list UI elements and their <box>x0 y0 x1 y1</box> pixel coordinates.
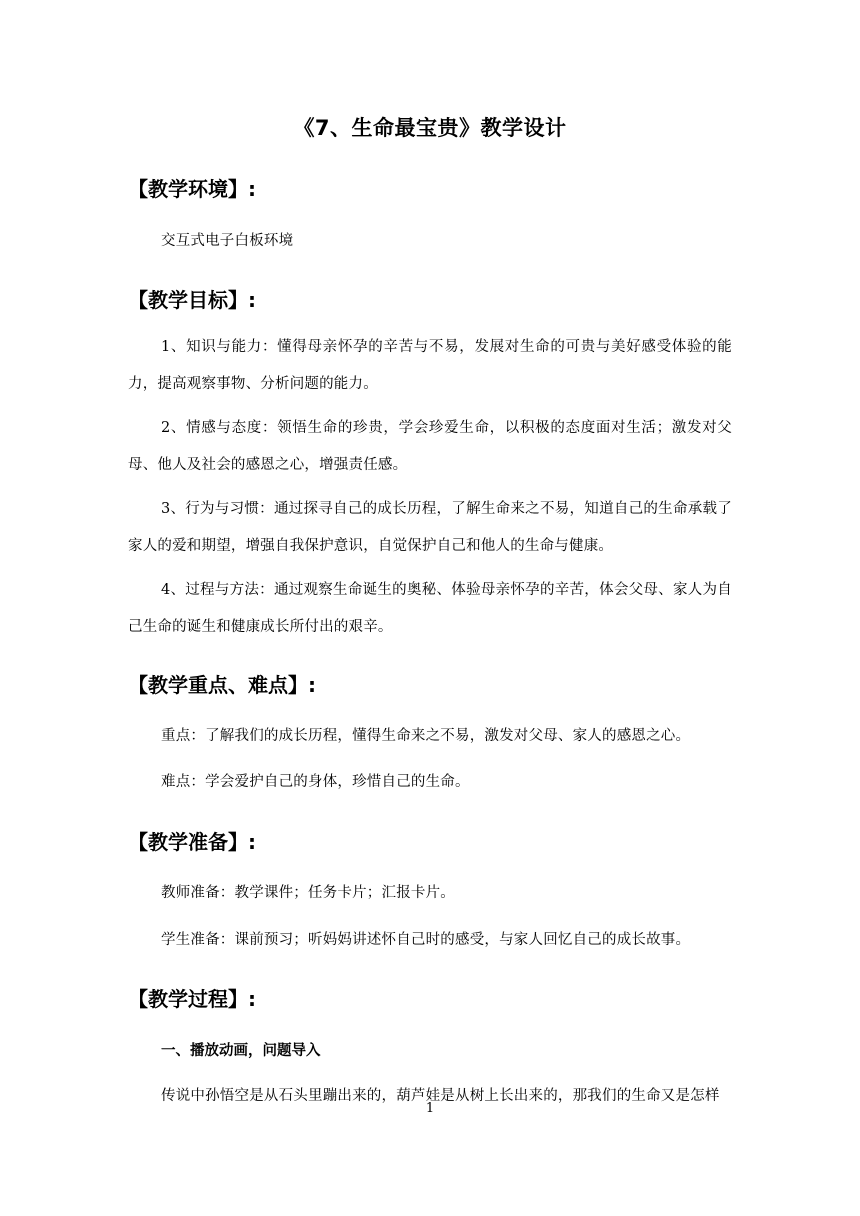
process-step-1-title: 一、播放动画，问题导入 <box>161 1043 321 1059</box>
difficult-point-text: 难点：学会爱护自己的身体，珍惜自己的生命。 <box>161 774 470 790</box>
page-number: 1 <box>425 1101 435 1116</box>
goal-item-4: 4、过程与方法：通过观察生命诞生的奥秘、体验母亲怀孕的辛苦，体会父母、家人为自己生命的诞生和健康成长所付出的艰辛。 <box>128 582 732 635</box>
environment-text: 交互式电子白板环境 <box>161 233 294 249</box>
goal-item-1: 1、知识与能力：懂得母亲怀孕的辛苦与不易，发展对生命的可贵与美好感受体验的能力，提高观察事物、分析问题的能力。 <box>128 339 732 392</box>
key-point-text: 重点：了解我们的成长历程，懂得生命来之不易，激发对父母、家人的感恩之心。 <box>161 728 691 744</box>
process-step-1-text: 传说中孙悟空是从石头里蹦出来的，葫芦娃是从树上长出来的，那我们的生命又是怎样 <box>161 1088 720 1104</box>
heading-environment: 【教学环境】: <box>128 177 256 201</box>
heading-preparation: 【教学准备】: <box>128 830 256 854</box>
document-title: 《7、生命最宝贵》教学设计 <box>293 116 567 140</box>
teacher-preparation-text: 教师准备：教学课件；任务卡片；汇报卡片。 <box>161 885 455 901</box>
heading-key-points: 【教学重点、难点】: <box>128 673 316 697</box>
student-preparation-text: 学生准备：课前预习；听妈妈讲述怀自己时的感受，与家人回忆自己的成长故事。 <box>161 932 691 948</box>
heading-goals: 【教学目标】: <box>128 288 256 312</box>
heading-process: 【教学过程】: <box>128 987 256 1011</box>
goal-item-3: 3、行为与习惯：通过探寻自己的成长历程，了解生命来之不易，知道自己的生命承载了家人的爱和期望，增强自我保护意识，自觉保护自己和他人的生命与健康。 <box>128 501 732 554</box>
goal-item-2: 2、情感与态度：领悟生命的珍贵，学会珍爱生命，以积极的态度面对生活；激发对父母、他人及社会的感恩之心，增强责任感。 <box>128 420 732 473</box>
